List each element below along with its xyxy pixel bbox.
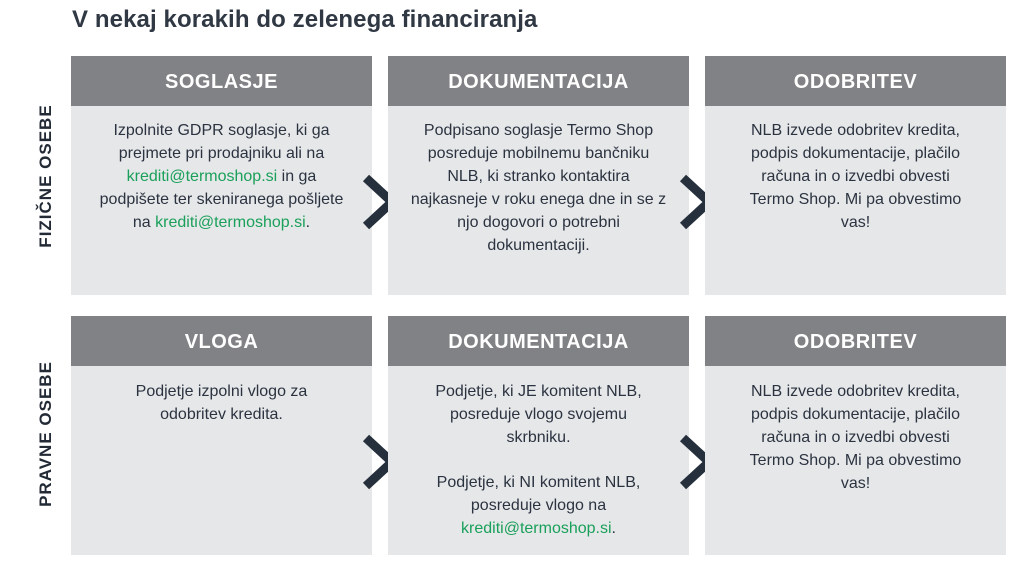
page-title: V nekaj korakih do zelenega financiranja	[72, 6, 538, 33]
step-text	[71, 106, 372, 234]
step-card-dokumentacija	[388, 56, 689, 295]
step-text: NLB izvede odobritev kredita, podpis dokumentacije, plačilo računa in o izvedbi obvesti Termo Shop. Mi pa obvestimo vas!	[749, 122, 962, 231]
step-text-part: Izpolnite GDPR soglasje, ki ga prejmete pri prodajniku ali na	[113, 122, 330, 162]
step-card-dokumentacija-pravne	[388, 316, 689, 555]
step-text-part: Podjetje, ki JE komitent NLB, posreduje vlogo svojemu skrbniku.	[435, 383, 642, 446]
step-heading: SOGLASJE	[71, 56, 372, 106]
step-text-part	[428, 471, 649, 540]
step-heading: DOKUMENTACIJA	[388, 56, 689, 106]
step-heading: ODOBRITEV	[705, 56, 1006, 106]
step-text-part: in ga podpišete ter skeniranega pošljete na	[99, 168, 344, 231]
step-card-odobritev-pravne	[705, 316, 1006, 555]
step-text: NLB izvede odobritev kredita, podpis dokumentacije, plačilo računa in o izvedbi obvesti Termo Shop. Mi pa obvestimo vas!	[749, 383, 962, 492]
row-label-fizicne-osebe: FIZIČNE OSEBE	[36, 104, 55, 248]
step-text: Podjetje izpolni vlogo za odobritev kredita.	[135, 383, 308, 423]
step-heading: DOKUMENTACIJA	[388, 316, 689, 366]
step-text	[388, 366, 689, 540]
step-card-vloga	[71, 316, 372, 555]
email-link[interactable]: krediti@termoshop.si	[126, 168, 278, 185]
step-heading: ODOBRITEV	[705, 316, 1006, 366]
step-text-part: .	[611, 520, 616, 537]
step-heading: VLOGA	[71, 316, 372, 366]
step-text-part: .	[305, 214, 311, 231]
email-link[interactable]: krediti@termoshop.si	[155, 214, 306, 231]
step-text-part: Podjetje, ki NI komitent NLB, posreduje vlogo na	[436, 474, 641, 514]
step-card-odobritev	[705, 56, 1006, 295]
step-card-soglasje	[71, 56, 372, 295]
row-label-pravne-osebe: PRAVNE OSEBE	[36, 361, 55, 507]
step-text: Podpisano soglasje Termo Shop posreduje mobilnemu bančniku NLB, ki stranko kontaktira najkasneje v roku enega dne in se z njo dogovori o potrebni dokumentaciji.	[410, 122, 667, 254]
email-link[interactable]: krediti@termoshop.si	[461, 520, 612, 537]
